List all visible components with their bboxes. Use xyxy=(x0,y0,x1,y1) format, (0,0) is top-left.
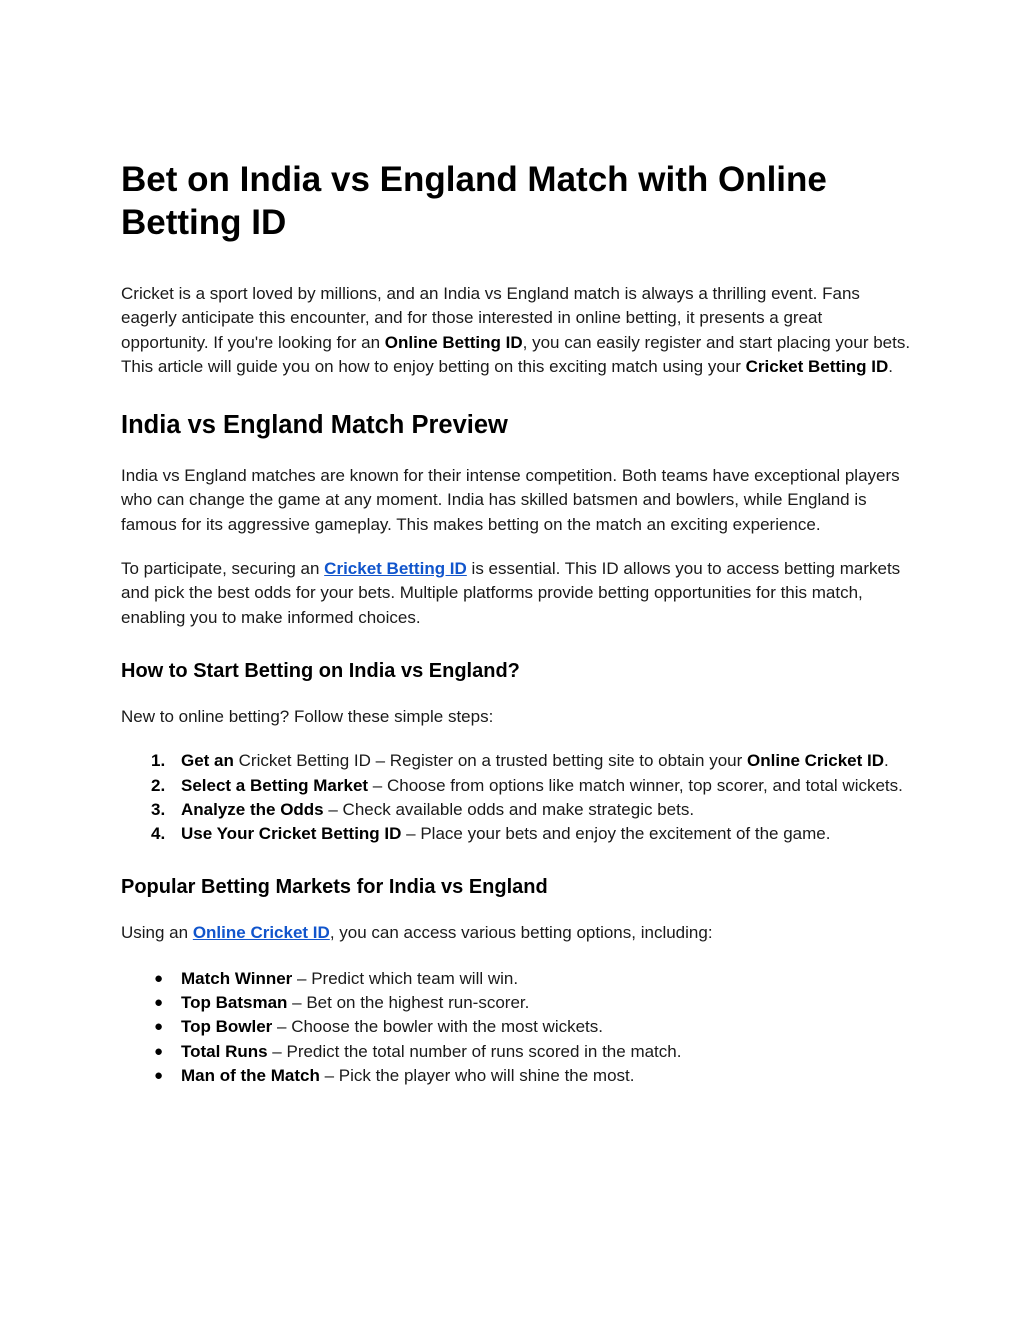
preview-p2-text-2: is essential. This ID allows you to access betting markets and pick the best odds for your bets. Multiple platforms provide betting opportunities for this match, enabling you to make informed choices. xyxy=(121,559,901,627)
market-item xyxy=(121,1040,911,1064)
markets-intro xyxy=(121,921,911,945)
market-text: – Predict which team will win. xyxy=(292,968,519,988)
market-text: – Bet on the highest run-scorer. xyxy=(287,993,530,1013)
market-item xyxy=(121,967,911,991)
markets-list xyxy=(121,967,911,1088)
online-cricket-id-link[interactable]: Online Cricket ID xyxy=(192,923,330,943)
document-page xyxy=(121,158,911,1088)
step-bold: Use Your Cricket Betting ID xyxy=(181,824,402,844)
howto-heading: How to Start Betting on India vs England? xyxy=(121,659,520,682)
intro-text-1: Cricket is a sport loved by millions, and an India vs England match is always a thrilling event. Fans eagerly anticipate this encounter, and for those interested in online betting, it presents a great opportunity. If you're looking for an xyxy=(121,284,860,352)
step-text: – Place your bets and enjoy the excitement of the game. xyxy=(401,824,831,844)
market-bold: Total Runs xyxy=(181,1041,268,1061)
bullet-icon: ● xyxy=(154,1042,164,1060)
market-bold: Top Batsman xyxy=(181,993,288,1013)
markets-intro-text-2: , you can access various betting options, including: xyxy=(329,923,713,943)
market-text: – Predict the total number of runs scored in the match. xyxy=(267,1041,682,1061)
market-item xyxy=(121,991,911,1015)
page-title: Bet on India vs England Match with Online Betting ID xyxy=(121,160,827,242)
cricket-betting-id-link[interactable]: Cricket Betting ID xyxy=(324,559,467,579)
step-number: 2. xyxy=(151,775,166,795)
howto-intro: New to online betting? Follow these simple steps: xyxy=(121,706,494,726)
step-number: 3. xyxy=(151,799,166,819)
step-text: – Check available odds and make strategic bets. xyxy=(323,799,695,819)
intro-bold-cricket-betting-id: Cricket Betting ID xyxy=(745,356,889,376)
step-text: – Choose from options like match winner, top scorer, and total wickets. xyxy=(368,775,903,795)
intro-bold-online-betting-id: Online Betting ID xyxy=(384,332,523,352)
intro-paragraph xyxy=(121,282,911,379)
markets-intro-text-1: Using an xyxy=(121,923,193,943)
steps-list xyxy=(121,749,911,846)
bullet-icon: ● xyxy=(154,969,164,987)
bullet-icon: ● xyxy=(154,1018,164,1036)
market-bold: Top Bowler xyxy=(181,1017,273,1037)
intro-text-2: , you can easily register and start placing your bets. This article will guide you on how to enjoy betting on this exciting match using your xyxy=(121,332,911,376)
step-number: 1. xyxy=(151,751,166,771)
market-bold: Man of the Match xyxy=(181,1065,320,1085)
markets-heading: Popular Betting Markets for India vs England xyxy=(121,876,548,899)
market-item xyxy=(121,1015,911,1039)
market-bold: Match Winner xyxy=(181,968,293,988)
preview-paragraph-2 xyxy=(121,557,911,630)
step-tail: . xyxy=(884,751,889,771)
step-bold: Get an xyxy=(181,751,234,771)
market-item xyxy=(121,1064,911,1088)
bullet-icon: ● xyxy=(154,1066,164,1084)
bullet-icon: ● xyxy=(154,994,164,1012)
step-item xyxy=(121,822,911,846)
preview-paragraph-1: India vs England matches are known for their intense competition. Both teams have exceptional players who can change the game at any moment. India has skilled batsmen and bowlers, while England is famous for its aggressive gameplay. This makes betting on the match an exciting experience. xyxy=(121,466,900,534)
intro-text-3: . xyxy=(888,356,893,376)
step-text: Cricket Betting ID – Register on a trusted betting site to obtain your xyxy=(233,751,748,771)
step-bold: Select a Betting Market xyxy=(181,775,369,795)
preview-heading: India vs England Match Preview xyxy=(121,411,508,440)
market-text: – Pick the player who will shine the most. xyxy=(319,1065,635,1085)
step-bold: Analyze the Odds xyxy=(181,799,324,819)
step-bold-2: Online Cricket ID xyxy=(747,751,884,771)
market-text: – Choose the bowler with the most wickets. xyxy=(272,1017,603,1037)
step-item xyxy=(121,798,911,822)
step-number: 4. xyxy=(151,824,166,844)
step-item xyxy=(121,749,911,773)
step-item xyxy=(121,774,911,798)
preview-p2-text-1: To participate, securing an xyxy=(121,559,325,579)
